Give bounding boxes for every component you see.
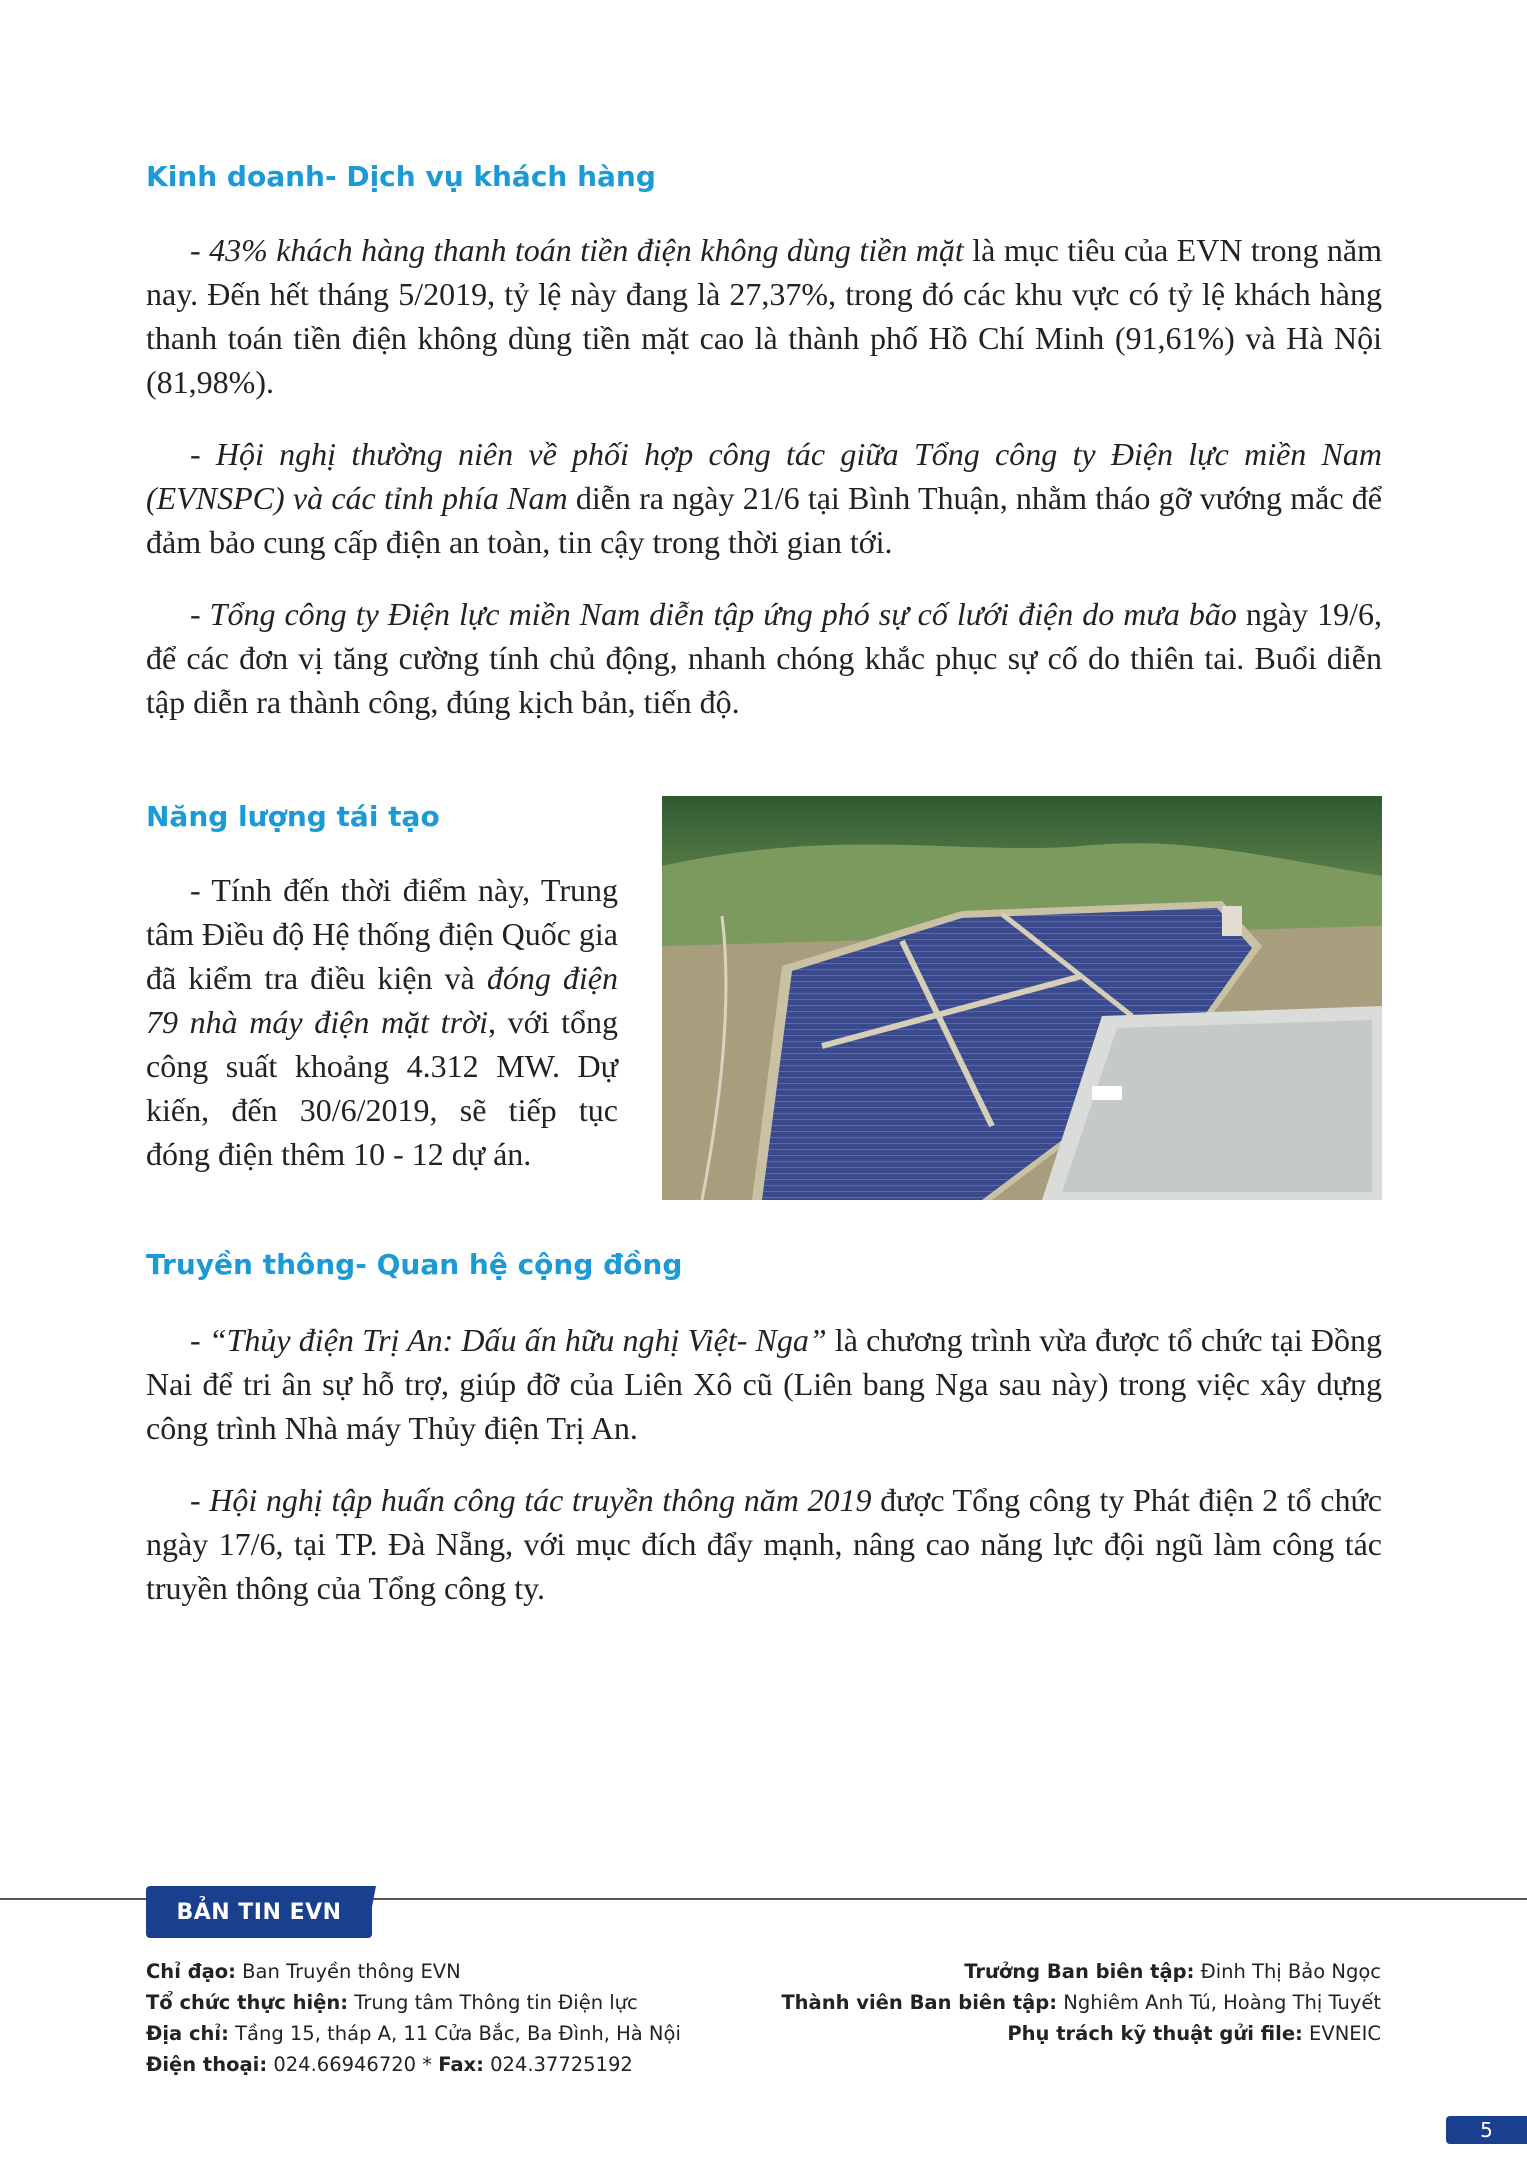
credit-label: Fax: [438, 2053, 484, 2076]
credit-value: 024.37725192 [483, 2053, 633, 2076]
paragraph-body: diễn ra ngày 21/6 tại Bình Thuận, nhằm tháo gỡ vướng mắc để đảm bảo cung cấp điện an toàn, tin cậy trong thời gian tới. [146, 480, 1383, 560]
credit-line [781, 1987, 1381, 2018]
paragraph-lead: - 43% khách hàng thanh toán tiền điện không dùng tiền mặt [190, 232, 964, 268]
credit-value: Nghiêm Anh Tú, Hoàng Thị Tuyết [1057, 1991, 1381, 2014]
credit-line [146, 1956, 681, 1987]
paragraph-lead: đóng điện 79 nhà máy điện mặt trời [146, 960, 619, 1040]
credit-value: Đinh Thị Bảo Ngọc [1194, 1960, 1381, 1983]
footer-credits-left [146, 1956, 681, 2080]
credit-line [146, 2018, 681, 2049]
masthead-tail [366, 1886, 376, 1938]
paragraph-cashless-payment [146, 228, 1382, 404]
paragraph-lead: - Tổng công ty Điện lực miền Nam diễn tập ứng phó sự cố lưới điện do mưa bão [190, 596, 1237, 632]
paragraph-body: ngày 19/6, để các đơn vị tăng cường tính chủ động, nhanh chóng khắc phục sự cố do thiên tai. Buổi diễn tập diễn ra thành công, đúng kịch bản, tiến độ. [146, 596, 1383, 720]
credit-value: Trung tâm Thông tin Điện lực [348, 1991, 638, 2014]
page-number: 5 [1446, 2116, 1527, 2144]
credit-label: Phụ trách kỹ thuật gửi file: [1007, 2022, 1303, 2045]
credit-line [781, 1956, 1381, 1987]
paragraph-storm-drill [146, 592, 1382, 724]
credit-label: Trưởng Ban biên tập: [964, 1960, 1195, 1983]
credit-value: Tầng 15, tháp A, 11 Cửa Bắc, Ba Đình, Hà Nội [228, 2022, 681, 2045]
credit-value: Ban Truyền thông EVN [235, 1960, 461, 1983]
paragraph-tail: , với tổng công suất khoảng 4.312 MW. Dự kiến, đến 30/6/2019, sẽ tiếp tục đóng điện thêm 10 - 12 dự án. [146, 1004, 619, 1172]
section-heading-business: Kinh doanh- Dịch vụ khách hàng [146, 160, 656, 193]
paragraph-body: là chương trình vừa được tổ chức tại Đồng Nai để tri ân sự hỗ trợ, giúp đỡ của Liên Xô cũ (Liên bang Nga sau này) trong việc xây dựng công trình Nhà máy Thủy điện Trị An. [146, 1322, 1383, 1446]
paragraph-evnspc-conference [146, 432, 1382, 564]
footer-credits-right [781, 1956, 1381, 2049]
paragraph-solar-plants [146, 868, 618, 1176]
paragraph-body: là mục tiêu của EVN trong năm nay. Đến hết tháng 5/2019, tỷ lệ này đang là 27,37%, trong đó các khu vực có tỷ lệ khách hàng thanh toán tiền điện không dùng tiền mặt cao là thành phố Hồ Chí Minh (91,61%) và Hà Nội (81,98%). [146, 232, 1383, 400]
paragraph-lead: - “Thủy điện Trị An: Dấu ấn hữu nghị Việt- Nga” [190, 1322, 827, 1358]
credit-label: Chỉ đạo: [146, 1960, 236, 1983]
solar-farm-aerial-photo [662, 796, 1382, 1200]
credit-label: Địa chỉ: [146, 2022, 229, 2045]
section-heading-renewable: Năng lượng tái tạo [146, 800, 440, 833]
paragraph-lead: - Hội nghị thường niên về phối hợp công tác giữa Tổng công ty Điện lực miền Nam (EVNSPC) và các tỉnh phía Nam [146, 436, 1382, 516]
newsletter-masthead: BẢN TIN EVN [146, 1886, 372, 1938]
paragraph-lead: - Hội nghị tập huấn công tác truyền thông năm 2019 [190, 1482, 872, 1518]
paragraph-tri-an-program [146, 1318, 1382, 1450]
paragraph-body: được Tổng công ty Phát điện 2 tổ chức ngày 17/6, tại TP. Đà Nẵng, với mục đích đẩy mạnh, nâng cao năng lực đội ngũ làm công tác truyền thông của Tổng công ty. [146, 1482, 1383, 1606]
credit-value: 024.66946720 * [267, 2053, 439, 2076]
credit-label: Tổ chức thực hiện: [146, 1991, 349, 2014]
paragraph-body: - Tính đến thời điểm này, Trung tâm Điều độ Hệ thống điện Quốc gia đã kiểm tra điều kiện và [146, 872, 618, 996]
solar-farm-illustration [662, 796, 1382, 1200]
credit-label: Thành viên Ban biên tập: [781, 1991, 1058, 2014]
credit-value: EVNEIC [1302, 2022, 1381, 2045]
credit-line [146, 1987, 681, 2018]
credit-line [781, 2018, 1381, 2049]
credit-line [146, 2049, 681, 2080]
paragraph-training-conference [146, 1478, 1382, 1610]
credit-label: Điện thoại: [146, 2053, 268, 2076]
section-heading-communications: Truyền thông- Quan hệ cộng đồng [146, 1248, 683, 1281]
